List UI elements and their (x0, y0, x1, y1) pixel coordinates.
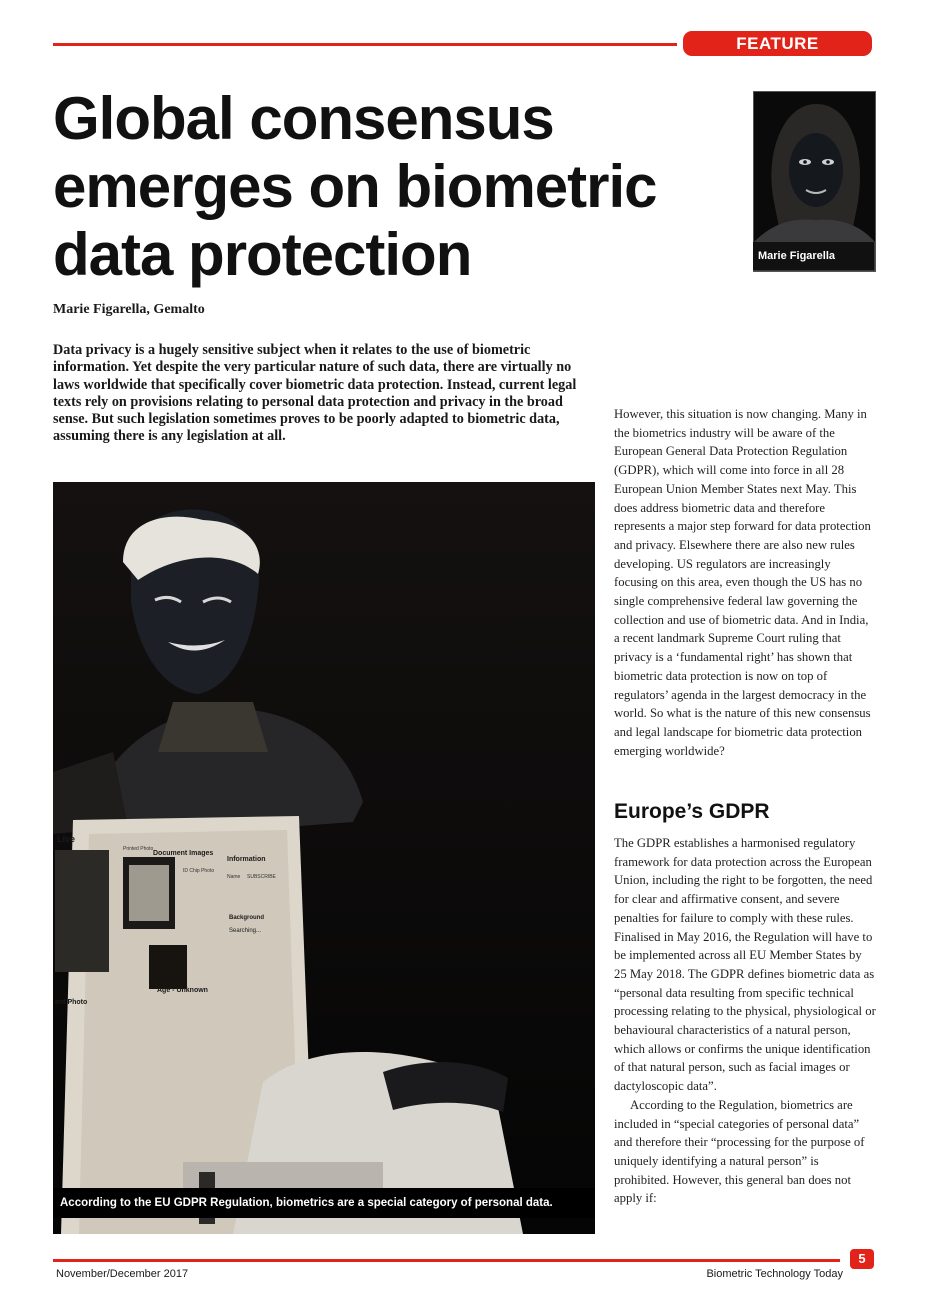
page-number: 5 (850, 1249, 874, 1269)
footer-date: November/December 2017 (56, 1268, 189, 1280)
screen-name-label: Name (227, 874, 241, 880)
footer-journal-name: Biometric Technology Today (706, 1268, 843, 1280)
gdpr-paragraph-1: The GDPR establishes a harmonised regulatory framework for data protection across the European Union, including the right to be forgotten, the need for clear and affirmative consent, and severe penalties for failure to comply with these rules. Finalised in May 2016, the Regulation will have to be implemented across all EU Member States by 25 May 2018. The GDPR defines biometric data as “personal data resulting from specific technical processing relating to the physical, physiological or behavioural characteristics of a natural person, which allows or confirms the unique identification of that natural person, such as facial images or dactyloscopic data”. (614, 836, 876, 1094)
section-subheading: Europe’s GDPR (614, 800, 770, 823)
hero-scene-graphic (53, 482, 595, 1234)
screen-name-value: SUBSCRIBE (247, 874, 276, 880)
hero-image (53, 482, 595, 1234)
footer-rule (53, 1259, 840, 1262)
intro-column (614, 405, 876, 760)
screen-printed-photo-label: Printed Photo (123, 846, 154, 852)
section-tag: FEATURE (683, 31, 872, 56)
screen-chip-photo-label: ID Chip Photo (183, 868, 215, 874)
standfirst: Data privacy is a hugely sensitive subject when it relates to the use of biometric information. Yet despite the very particular nature of such data, there are virtually no laws worldwide that specifically cover biometric data protection. Instead, current legal texts rely on provisions relating to personal data protection and privacy in the broad sense. But such legislation sometimes proves to be poorly adapted to biometric data, assuming there is any legislation at all. (53, 342, 577, 445)
screen-information-label: Information (227, 856, 266, 863)
screen-age-label: Age - Unknown (157, 987, 208, 994)
gdpr-paragraph-2: According to the Regulation, biometrics are included in “special categories of personal data” and therefore their “processing for the purpose of uniquely identifying a natural person” is prohibited. However, this general ban does not apply if: (614, 1097, 865, 1206)
byline: Marie Figarella, Gemalto (53, 302, 205, 317)
gdpr-column (614, 834, 876, 1208)
header-rule (53, 43, 677, 46)
author-photo-caption: Marie Figarella (753, 242, 874, 270)
screen-current-photo-label: ent Photo (55, 999, 88, 1006)
screen-live-label: Live (57, 834, 76, 844)
hero-caption: According to the EU GDPR Regulation, biometrics are a special category of personal data. (53, 1188, 595, 1218)
screen-searching-label: Searching... (229, 928, 262, 934)
intro-paragraph: However, this situation is now changing. Many in the biometrics industry will be aware of the European General Data Protection Regulation (GDPR), which will come into force in all 28 European Union Member States next May. This does address biometric data and therefore represents a major step forward for data protection and privacy. Elsewhere there are also new rules developing. US regulators are increasingly focusing on this area, even though the US has no single comprehensive federal law governing the collection and use of biometric data. And in India, a recent landmark Supreme Court ruling that privacy is a ‘fundamental right’ has shown that biometric data protection is now on top of regulators’ agenda in the largest democracy in the world. So what is the nature of this new consensus and legal landscape for biometric data protection emerging worldwide? (614, 407, 871, 758)
screen-background-label: Background (229, 915, 265, 921)
screen-document-images-label: Document Images (153, 850, 214, 857)
headline: Global consensus emerges on biometric data protection (53, 85, 657, 288)
